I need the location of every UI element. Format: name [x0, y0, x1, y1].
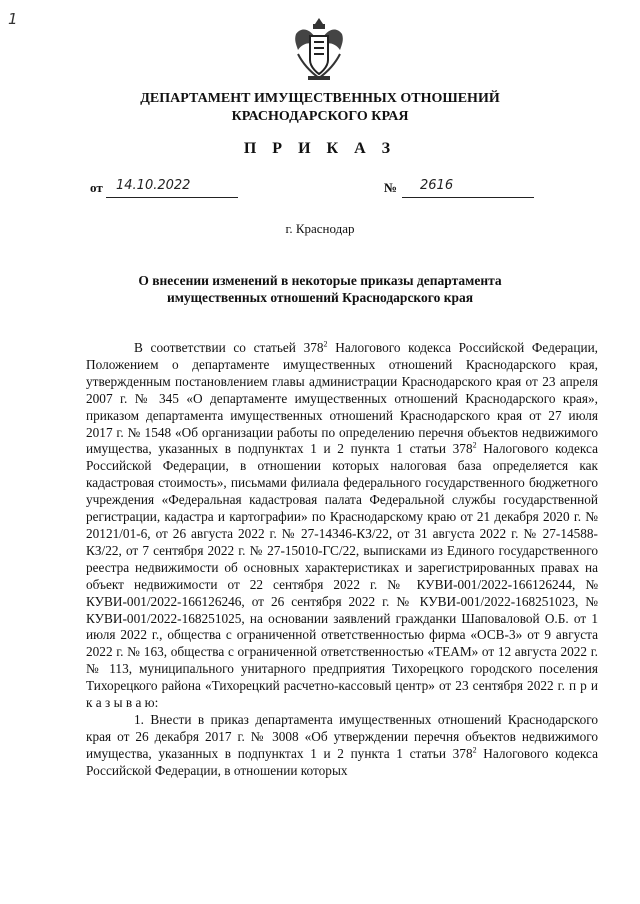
document-title: П Р И К А З	[243, 140, 397, 157]
city-line: г. Краснодар	[285, 221, 355, 236]
subject-line2: имущественных отношений Краснодарского края	[166, 290, 474, 305]
preamble-text-2: Налогового кодекса Российской Федерации, Положением о департаменте имущественных отношений Краснодарского края, утвержденным постановлением главы администрации Краснодарского края от 23 апреля 2007 г. № 345 «О департаменте имущественных отношений Краснодарского края», приказом департамента имущественных отношений Краснодарского края от 27 июля 2017 г. № 1548 «Об организации работы по определению перечня объектов недвижимого имущества, указанных в подпунктах 1 и 2 пункта 1 статьи 378	[86, 340, 599, 457]
paragraph-item-1	[86, 712, 598, 780]
superscript: 2	[472, 441, 477, 451]
item1-text-1: 1. Внести в приказ департамента имущественных отношений Краснодарского края от 26 декабря 2017 г. № 3008 «Об утверждении перечня объектов недвижимого имущества, указанных в подпунктах 1 и 2 пункта 1 статьи 378	[86, 711, 598, 761]
superscript: 2	[323, 339, 328, 349]
number-underline	[402, 197, 534, 198]
number-value: 2616	[420, 178, 454, 193]
department-name-line1: ДЕПАРТАМЕНТ ИМУЩЕСТВЕННЫХ ОТНОШЕНИЙ	[140, 91, 500, 106]
coat-of-arms-icon	[288, 14, 350, 82]
order-body	[86, 340, 598, 780]
paragraph-preamble	[86, 340, 598, 712]
date-value: 14.10.2022	[116, 178, 191, 193]
subject-line1: О внесении изменений в некоторые приказы департамента	[138, 273, 502, 288]
preamble-text-3: Налогового кодекса Российской Федерации, в отношении которых налоговая база определяется как кадастровая стоимость», письмами филиала федерального государственного бюджетного учреждения «Федеральная кадастровая палата Федеральной службы государственной регистрации, кадастра и картографии» по Краснодарскому краю от 21 декабря 2020 г. № 20121/01-6, от 26 августа 2022 г. № 27-14346-КЗ/22, от 31 августа 2022 г. № 27-14588-КЗ/22, от 7 сентября 2022 г. № 27-15010-ГС/22, выписками из Единого государственного реестра недвижимости об основных характеристиках и зарегистрированных правах на объект недвижимости от 22 сентября 2022 г. № КУВИ-001/2022-166126244, № КУВИ-001/2022-166126246, от 26 сентября 2022 г. № КУВИ-001/2022-168251023, № КУВИ-001/2022-168251025, на основании заявлений гражданки Шаповаловой О.Б. от 1 июля 2022 г., общества с ограниченной ответственностью фирма «ОСВ-3» от 9 августа 2022 г. № 163, общества с ограниченной ответственностью «ТЕАМ» от 12 августа 2022 г. № 113, муниципального унитарного предприятия Тихорецкого городского поселения Тихорецкого района «Тихорецкий расчетно-кассовый центр» от 23 сентября 2022 г. п р и к а з ы в а ю:	[86, 441, 598, 711]
item1-text-2: Налогового кодекса Российской Федерации, в отношении которых	[86, 745, 598, 778]
order-subject	[120, 272, 520, 306]
number-label: №	[384, 180, 398, 195]
department-name-line2: КРАСНОДАРСКОГО КРАЯ	[231, 109, 409, 124]
date-label: от	[90, 180, 103, 195]
preamble-text-1: В соответствии со статьей 378	[134, 340, 324, 355]
superscript: 2	[472, 745, 477, 755]
page-corner-mark: 1	[8, 10, 18, 28]
date-underline	[106, 197, 238, 198]
